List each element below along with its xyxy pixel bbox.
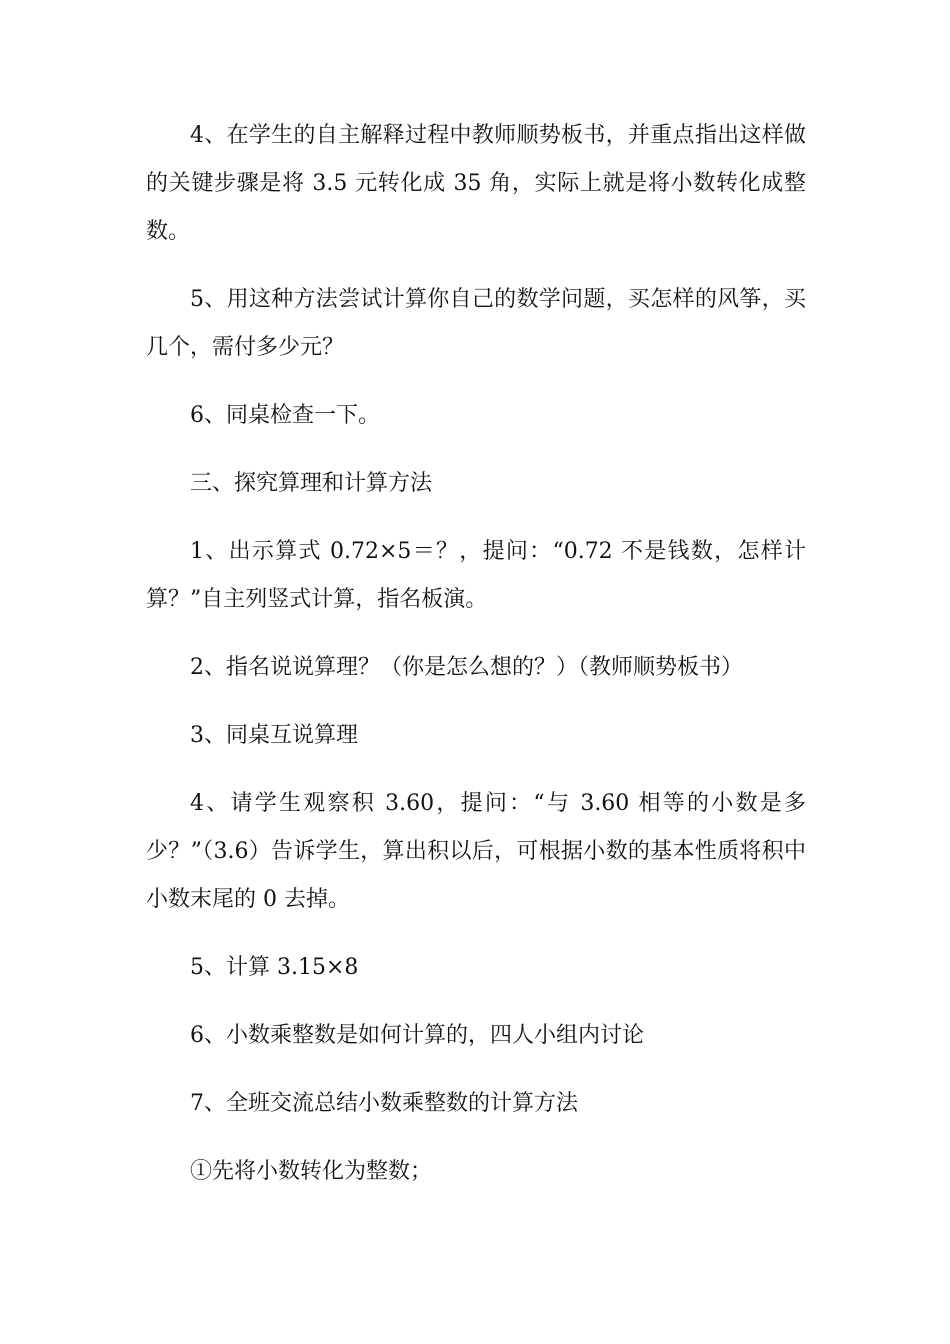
paragraph-explore-step-6: 6、小数乘整数是如何计算的，四人小组内讨论 <box>190 1023 644 1048</box>
paragraph-step-4-explanation: 4、在学生的自主解释过程中教师顺势板书，并重点指出这样做的关键步骤是将 3.5 元转化成 35 角，实际上就是将小数转化成整数。 <box>146 123 806 244</box>
paragraph-method-item-1: ①先将小数转化为整数； <box>190 1159 433 1184</box>
paragraph-explore-step-1: 1、出示算式 0.72×5＝？，提问：“0.72 不是钱数，怎样计算？”自主列竖式计算，指名板演。 <box>146 539 806 612</box>
paragraph-explore-step-7: 7、全班交流总结小数乘整数的计算方法 <box>190 1091 578 1116</box>
paragraph-explore-step-4: 4、请学生观察积 3.60，提问：“与 3.60 相等的小数是多少？”（3.6）告诉学生，算出积以后，可根据小数的基本性质将积中小数末尾的 0 去掉。 <box>146 791 806 912</box>
paragraph-explore-step-5: 5、计算 3.15×8 <box>190 955 359 980</box>
document-body <box>146 112 806 1216</box>
paragraph-step-6-check: 6、同桌检查一下。 <box>190 403 380 428</box>
section-heading-explore: 三、探究算理和计算方法 <box>190 471 433 496</box>
paragraph-explore-step-3: 3、同桌互说算理 <box>190 723 358 748</box>
paragraph-explore-step-2: 2、指名说说算理？（你是怎么想的？）（教师顺势板书） <box>190 655 743 680</box>
paragraph-step-5-try: 5、用这种方法尝试计算你自己的数学问题，买怎样的风筝，买几个，需付多少元？ <box>146 287 806 360</box>
